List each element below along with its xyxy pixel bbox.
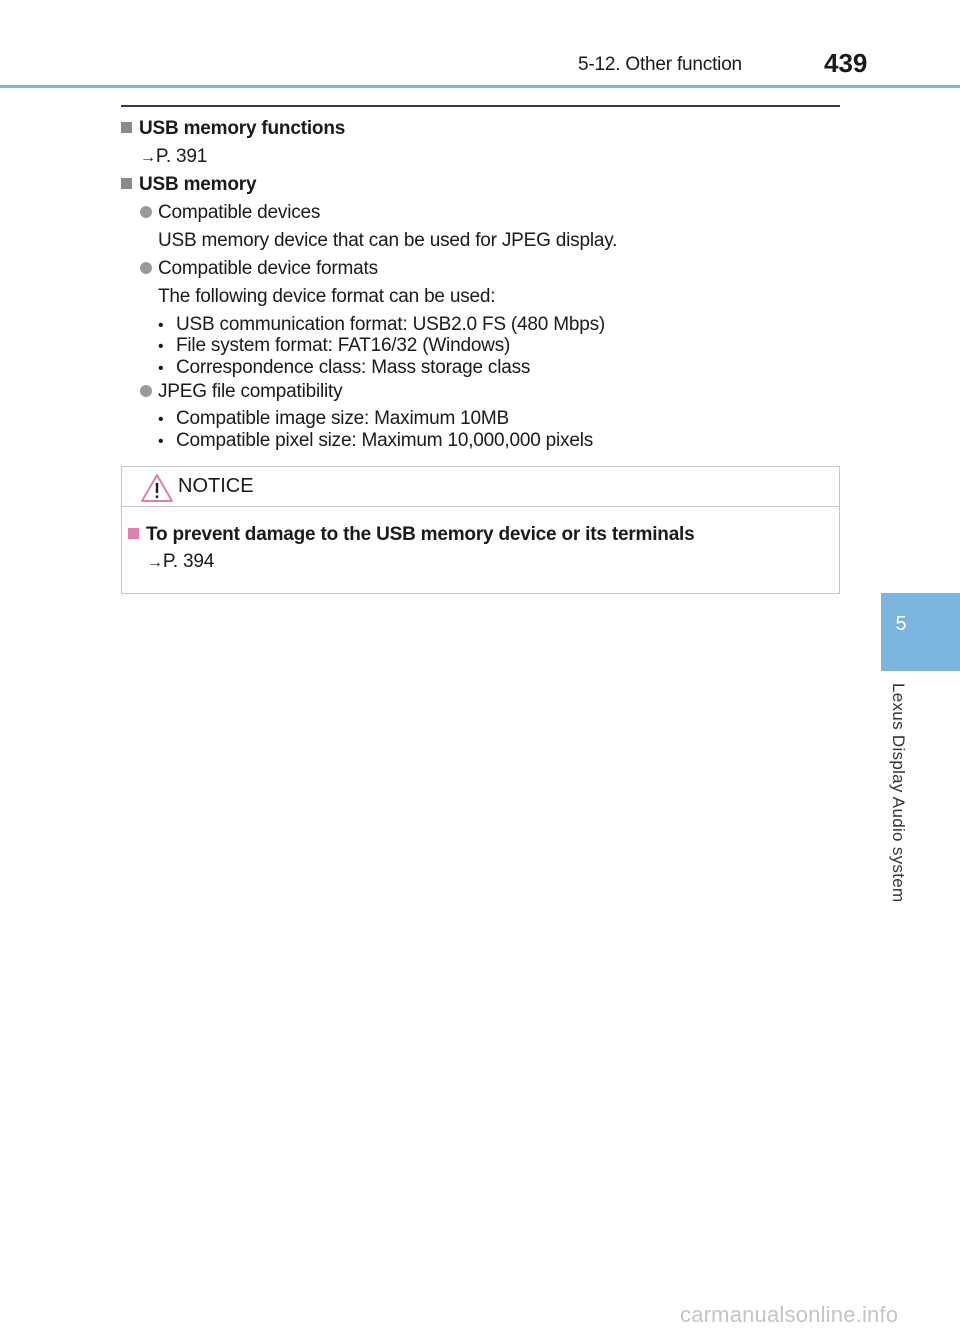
square-bullet-icon (121, 122, 132, 133)
subheading-compatible-formats (140, 258, 378, 280)
subheading-compatible-devices (140, 202, 320, 224)
heading-usb-memory-functions (121, 118, 345, 140)
circle-bullet-icon (140, 262, 152, 274)
list-item-text: Correspondence class: Mass storage class (176, 357, 531, 378)
reference-text: P. 394 (162, 551, 215, 572)
list-item-text: Compatible image size: Maximum 10MB (176, 408, 510, 429)
list-item-text: File system format: FAT16/32 (Windows) (176, 335, 511, 356)
header-rule (0, 85, 960, 88)
square-bullet-icon (121, 178, 132, 189)
subheading-text: JPEG file compatibility (158, 381, 343, 402)
notice-box (121, 466, 840, 594)
chapter-label: Lexus Display Audio system (889, 683, 908, 903)
list-item (158, 335, 510, 357)
reference-link[interactable] (140, 146, 207, 168)
subheading-text: Compatible devices (158, 202, 321, 223)
warning-triangle-icon (140, 473, 174, 503)
subheading-jpeg-compatibility (140, 381, 342, 403)
notice-header (122, 467, 839, 507)
arrow-right-icon: → (140, 149, 156, 166)
watermark: carmanualsonline.info (680, 1302, 899, 1327)
circle-bullet-icon (140, 206, 152, 218)
list-item (158, 314, 605, 336)
list-item (158, 408, 509, 430)
section-title: 5-12. Other function (578, 54, 742, 75)
content-top-rule (121, 105, 840, 107)
list-item (158, 357, 530, 379)
subheading-text: Compatible device formats (158, 258, 378, 279)
notice-heading-text: To prevent damage to the USB memory device or its terminals (146, 524, 695, 545)
small-bullet-icon: • (158, 317, 164, 334)
circle-bullet-icon (140, 385, 152, 397)
list-item-text: Compatible pixel size: Maximum 10,000,000 pixels (176, 430, 594, 451)
reference-text: P. 391 (155, 146, 208, 167)
arrow-right-icon: → (147, 554, 163, 571)
notice-reference-link[interactable] (147, 551, 214, 573)
small-bullet-icon: • (158, 338, 164, 355)
compatible-devices-text: USB memory device that can be used for JPEG display. (158, 230, 618, 251)
list-item-text: USB communication format: USB2.0 FS (480 Mbps) (176, 314, 606, 335)
notice-item-heading (128, 524, 695, 546)
heading-text: USB memory functions (139, 118, 346, 139)
small-bullet-icon: • (158, 411, 164, 428)
small-bullet-icon: • (158, 433, 164, 450)
compatible-formats-intro: The following device format can be used: (158, 286, 496, 307)
heading-usb-memory (121, 174, 256, 196)
notice-title: NOTICE (178, 475, 254, 497)
page-number: 439 (824, 48, 868, 78)
square-bullet-icon (128, 528, 139, 539)
chapter-tab[interactable] (881, 593, 960, 671)
list-item (158, 430, 593, 452)
chapter-number: 5 (895, 613, 907, 635)
heading-text: USB memory (139, 174, 257, 195)
small-bullet-icon: • (158, 360, 164, 377)
